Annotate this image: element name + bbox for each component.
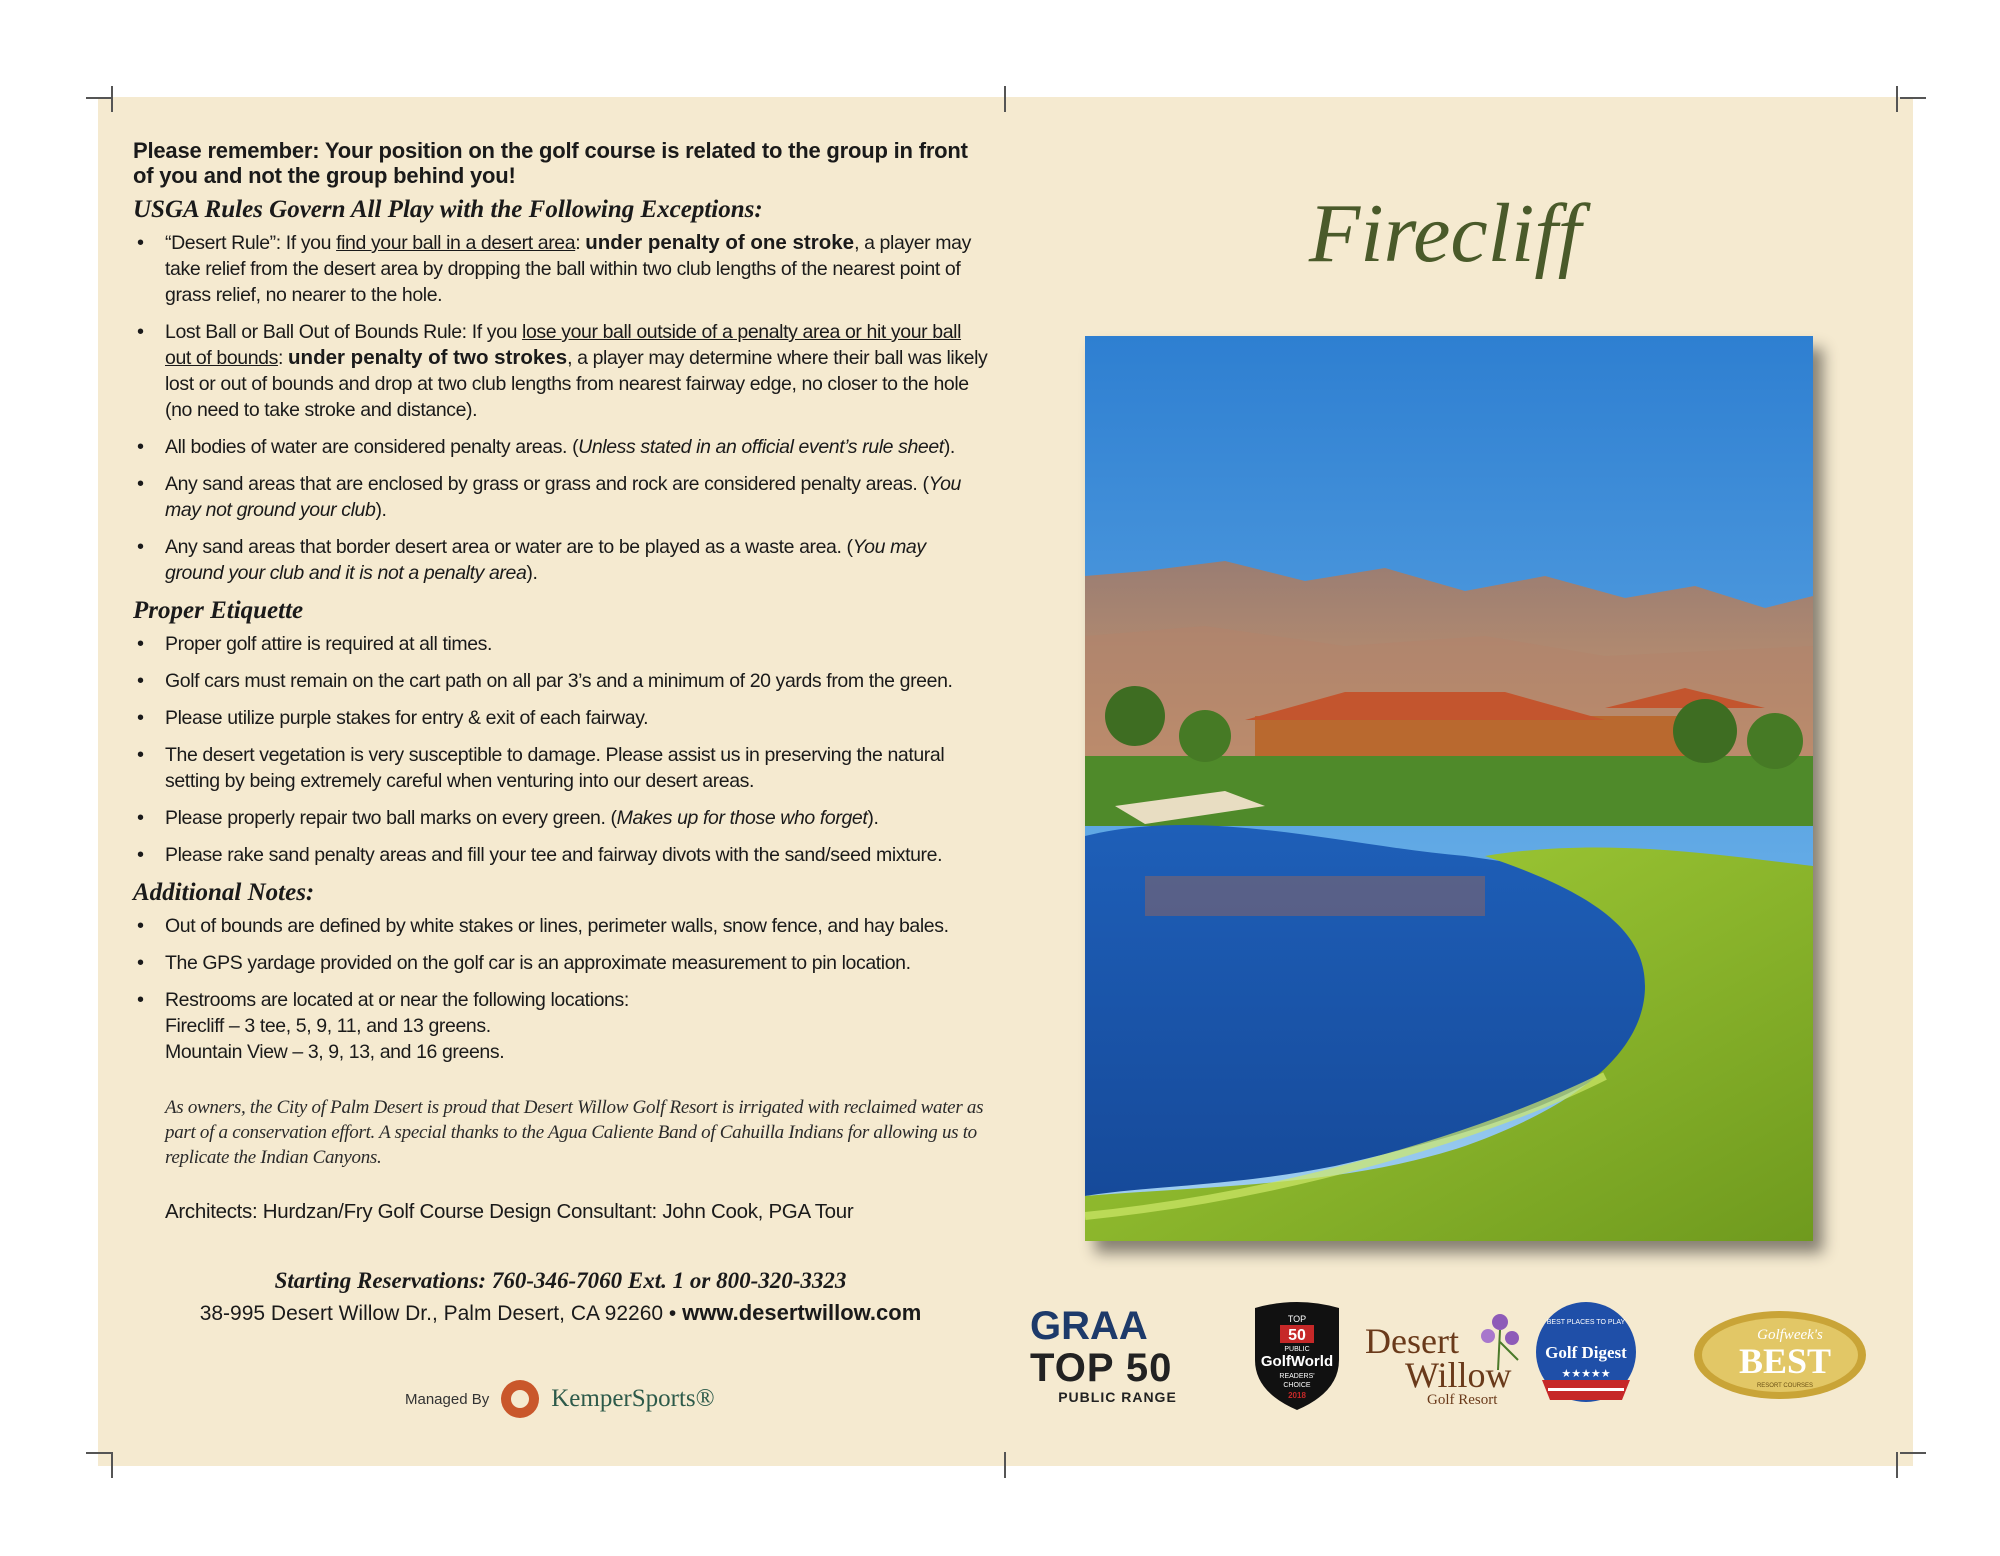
position-reminder: Please remember: Your position on the golf course is related to the group in front of you and not the group behind you! <box>133 138 968 188</box>
svg-text:CHOICE: CHOICE <box>1283 1382 1311 1389</box>
owners-note: As owners, the City of Palm Desert is proud that Desert Willow Golf Resort is irrigated with reclaimed water as part of a conservation effort. A special thanks to the Agua Caliente Band of Cahuilla Indians for allowing us to replicate the Indian Canyons. <box>165 1097 984 1168</box>
list-item: • The desert vegetation is very susceptible to damage. Please assist us in preserving the natural setting by being extremely careful when venturing into our desert areas. <box>133 742 988 794</box>
crop-mark <box>1896 86 1898 112</box>
managed-by <box>405 1380 715 1418</box>
crop-mark <box>111 1452 113 1478</box>
golfworld-top50-logo <box>1247 1300 1347 1412</box>
managed-by-label: Managed By <box>405 1390 490 1408</box>
desert-willow-logo: Desert Willow Golf Resort <box>1365 1302 1535 1412</box>
rules-column <box>133 138 988 1224</box>
list-item: • Lost Ball or Ball Out of Bounds Rule: If you lose your ball outside of a penalty area or hit your ball out of bounds: under penalty of two strokes, a player may determine where their ball was likely lost or out of bounds and drop at two club lengths from nearest fairway edge, no closer to the hole (no need to take stroke and distance). <box>133 319 988 423</box>
etiquette-heading: Proper Etiquette <box>133 597 304 624</box>
svg-text:GolfWorld: GolfWorld <box>1260 1353 1334 1370</box>
list-item: • Golf cars must remain on the cart path on all par 3’s and a minimum of 20 yards from the green. <box>133 668 988 694</box>
list-item: • The GPS yardage provided on the golf car is an approximate measurement to pin location. <box>133 950 988 976</box>
list-item: • Any sand areas that border desert area or water are to be played as a waste area. (You may ground your club and it is not a penalty area). <box>133 534 988 586</box>
svg-text:★★★★★: ★★★★★ <box>1561 1367 1611 1380</box>
golf-digest-logo <box>1530 1300 1642 1412</box>
list-item: • Please rake sand penalty areas and fill your tee and fairway divots with the sand/seed mixture. <box>133 842 988 868</box>
website-link[interactable]: www.desertwillow.com <box>682 1300 922 1325</box>
list-item: • All bodies of water are considered penalty areas. (Unless stated in an official event’s rule sheet). <box>133 434 988 460</box>
notes-list <box>133 913 988 1065</box>
list-item: • Out of bounds are defined by white stakes or lines, perimeter walls, snow fence, and hay bales. <box>133 913 988 939</box>
award-logos <box>1030 1300 1880 1430</box>
reservations-line: Starting Reservations: 760-346-7060 Ext. 1 or 800-320-3323 <box>274 1268 847 1293</box>
notes-heading: Additional Notes: <box>133 879 315 906</box>
crop-mark <box>1900 97 1926 99</box>
golfweek-best-logo <box>1690 1305 1870 1405</box>
golfweek-badge-icon <box>1690 1305 1870 1405</box>
crop-mark <box>111 86 113 112</box>
list-item: • Proper golf attire is required at all times. <box>133 631 988 657</box>
crop-mark <box>1900 1452 1926 1454</box>
list-item: • Restrooms are located at or near the following locations: Firecliff – 3 tee, 5, 9, 11, and 13 greens. Mountain View – 3, 9, 13, and 16 greens. <box>133 987 988 1065</box>
svg-text:BEST: BEST <box>1738 1341 1832 1381</box>
list-item: • Any sand areas that are enclosed by grass or grass and rock are considered penalty areas. (You may not ground your club). <box>133 471 988 523</box>
course-title: Firecliff <box>1308 187 1582 280</box>
svg-text:PUBLIC: PUBLIC <box>1284 1346 1310 1353</box>
svg-text:50: 50 <box>1288 1327 1306 1344</box>
svg-text:TOP: TOP <box>1287 1314 1307 1324</box>
etiquette-list <box>133 631 988 868</box>
crop-mark <box>1004 1452 1006 1478</box>
svg-text:2018: 2018 <box>1288 1391 1306 1400</box>
kempersports-logo-icon <box>501 1380 539 1418</box>
usga-rules-list <box>133 230 988 586</box>
svg-text:Golfweek's: Golfweek's <box>1757 1327 1823 1343</box>
course-photo <box>1085 336 1813 1241</box>
address-line: 38-995 Desert Willow Dr., Palm Desert, CA 92260 • www.desertwillow.com <box>199 1300 922 1325</box>
svg-text:READERS': READERS' <box>1279 1373 1315 1380</box>
svg-text:BEST PLACES TO PLAY: BEST PLACES TO PLAY <box>1546 1319 1626 1326</box>
crop-mark <box>1896 1452 1898 1478</box>
usga-heading: USGA Rules Govern All Play with the Following Exceptions: <box>133 196 763 223</box>
svg-text:Golf Digest: Golf Digest <box>1545 1343 1627 1362</box>
list-item: • Please properly repair two ball marks on every green. (Makes up for those who forget). <box>133 805 988 831</box>
golf-course-photo-icon <box>1085 336 1813 1241</box>
list-item: • Please utilize purple stakes for entry & exit of each fairway. <box>133 705 988 731</box>
crop-mark <box>86 1452 112 1454</box>
svg-text:RESORT COURSES: RESORT COURSES <box>1756 1383 1814 1389</box>
kempersports-name: KemperSports® <box>551 1385 715 1412</box>
golf-digest-badge-icon <box>1530 1300 1642 1412</box>
list-item: • “Desert Rule”: If you find your ball in a desert area: under penalty of one stroke, a player may take relief from the desert area by dropping the ball within two club lengths of the nearest point of grass relief, no nearer to the hole. <box>133 230 988 308</box>
crop-mark <box>86 97 112 99</box>
golfworld-badge-icon <box>1247 1300 1347 1412</box>
architects-credit: Architects: Hurdzan/Fry Golf Course Design Consultant: John Cook, PGA Tour <box>165 1200 854 1223</box>
graa-top50-logo: GRAA TOP 50 PUBLIC RANGE <box>1030 1304 1177 1405</box>
crop-mark <box>1004 86 1006 112</box>
